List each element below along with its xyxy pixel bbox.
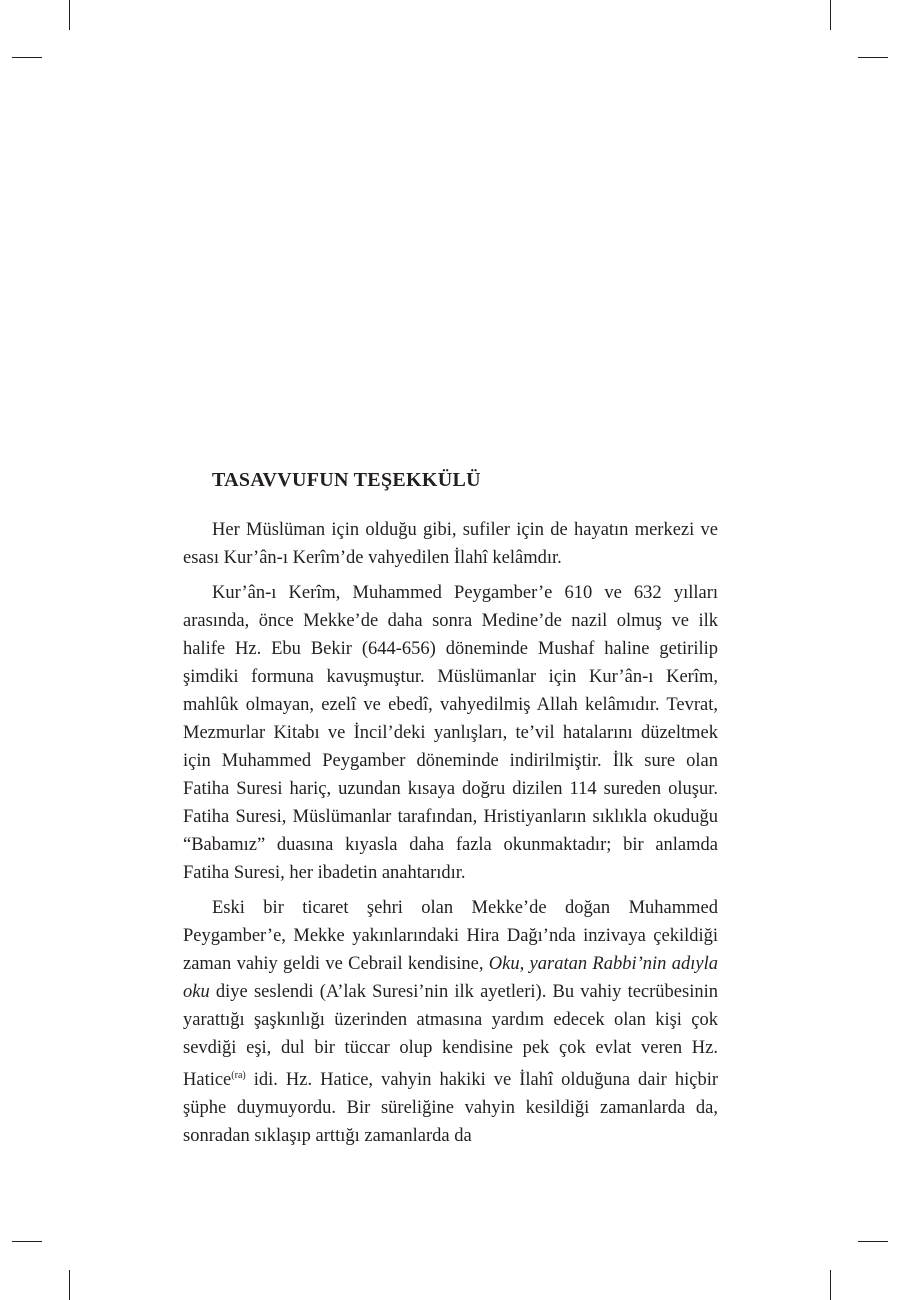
paragraph-1: Her Müslüman için olduğu gibi, sufiler için de hayatın merkezi ve esası Kur’ân-ı Kerîm’de vahyedilen İlahî kelâmdır. [183, 520, 718, 568]
crop-mark-bottom-left-horizontal [12, 1241, 42, 1242]
paragraph-3-part-1: Eski bir ticaret şehri olan Mekke’de doğan Muhammed Peygamber’e, Mekke yakınlarındaki Hira Dağı’nda inzivaya çekildiği zaman vahiy geldi ve Cebrail kendisine, [183, 898, 718, 974]
crop-mark-top-right-vertical [830, 0, 831, 30]
crop-mark-top-left-vertical [69, 0, 70, 30]
paragraph-3-italic-quote: Oku, yaratan Rabbi’nin adıyla oku [183, 954, 718, 1002]
section-heading: TASAVVUFUN TEŞEKKÜLÜ [212, 469, 481, 491]
page-content [183, 466, 718, 1157]
paragraph-3 [183, 894, 718, 1150]
honorific-superscript: (ra) [231, 1070, 246, 1081]
paragraph-2: Kur’ân-ı Kerîm, Muhammed Peygamber’e 610 ve 632 yılları arasında, önce Mekke’de daha sonra Medine’de nazil olmuş ve ilk halife Hz. Ebu Bekir (644-656) döneminde Mushaf haline getirilip şimdiki formuna kavuşmuştur. Müslümanlar için Kur’ân-ı Kerîm, mahlûk olmayan, ezelî ve ebedî, vahyedilmiş Allah kelâmıdır. Tevrat, Mezmurlar Kitabı ve İncil’deki yanlışları, te’vil hatalarını düzeltmek için Muhammed Peygamber döneminde indirilmiştir. İlk sure olan Fatiha Suresi hariç, uzundan kısaya doğru dizilen 114 sureden oluşur. Fatiha Suresi, Müslümanlar tarafından, Hristiyanların sıklıkla okuduğu “Babamız” duasına kıyasla daha fazla okunmaktadır; bir anlamda Fatiha Suresi, her ibadetin anahtarıdır. [183, 583, 718, 883]
paragraph-3-part-3: idi. Hz. Hatice, vahyin hakiki ve İlahî olduğuna dair hiçbir şüphe duymuyordu. Bir süreliğine vahyin kesildiği zamanlarda da, sonradan sıklaşıp arttığı zamanlarda da [183, 1070, 718, 1146]
paragraph-3-part-2: diye seslendi (A’lak Suresi’nin ilk ayetleri). Bu vahiy tecrübesinin yarattığı şaşkınlığı üzerinden atmasına yardım edecek olan kişi çok sevdiği eşi, dul bir tüccar olup kendisine pek çok evlat veren Hz. Hatice [183, 982, 718, 1090]
crop-mark-bottom-right-vertical [830, 1270, 831, 1300]
crop-mark-top-left-horizontal [12, 57, 42, 58]
crop-mark-top-right-horizontal [858, 57, 888, 58]
crop-mark-bottom-left-vertical [69, 1270, 70, 1300]
crop-mark-bottom-right-horizontal [858, 1241, 888, 1242]
